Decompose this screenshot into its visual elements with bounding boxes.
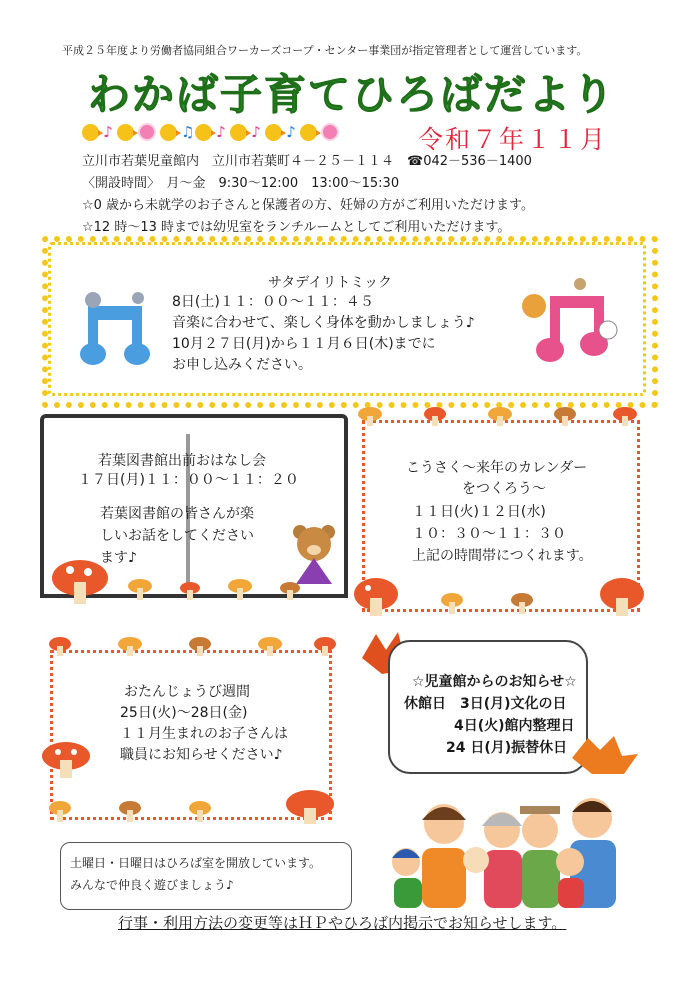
mushroom-row-library — [40, 556, 340, 606]
chick-icon — [230, 124, 247, 141]
family-illustration — [392, 790, 632, 908]
autumn-leaf-icon — [566, 730, 646, 780]
chick-icon — [265, 124, 282, 141]
music-note-icon: ♪ — [251, 123, 261, 141]
birthday-line-1: １１月生まれのお子さんは — [120, 726, 288, 742]
mushroom-row-birthday-top — [40, 630, 340, 660]
rhythmic-line-4: お申し込みください。 — [172, 357, 312, 373]
bubble-line-1: 土曜日・日曜日はひろば室を開放しています。 — [70, 856, 322, 870]
chick-icon — [300, 124, 317, 141]
info-line-1: ☆0 歳から未就学のお子さんと保護者の方、妊婦の方がご利用いただけます。 — [82, 198, 535, 213]
music-note-icon: ♪ — [103, 123, 113, 141]
library-time: １７日(月)１１：００～１１：２０ — [78, 472, 299, 488]
mushroom-row-birthday-bottom — [40, 786, 340, 826]
birthday-date: 25日(火)～28日(金) — [120, 705, 248, 721]
header-note: 平成２５年度より労働者協同組合ワーカーズコープ・センター事業団が指定管理者として運営しています。 — [62, 44, 588, 57]
rhythmic-line-3: 10月２７日(月)から１１月６日(木)までに — [172, 336, 436, 352]
mushroom-illustration — [36, 740, 96, 780]
decoration-row — [82, 120, 412, 144]
flower-icon — [138, 123, 156, 141]
music-note-icon: ♫ — [181, 123, 195, 141]
music-note-animals-illustration — [520, 278, 630, 368]
issue-date: 令和７年１１月 — [418, 125, 608, 154]
craft-note: 上記の時間帯につくれます。 — [412, 548, 593, 564]
address-line: 立川市若葉児童館内 立川市若葉町４－２５－１１４ ☎042－536－1400 — [82, 154, 532, 169]
craft-title-1: こうさく～来年のカレンダー — [406, 460, 588, 476]
chick-icon — [195, 124, 212, 141]
flower-icon — [321, 123, 339, 141]
chick-icon — [117, 124, 134, 141]
craft-date: １１日(火)１２日(水) — [412, 504, 546, 520]
notice-line-3: 24 日(月)振替休日 — [446, 740, 568, 756]
mushroom-row-craft-bottom — [352, 570, 652, 620]
footer-note: 行事・利用方法の変更等はＨＰやひろば内掲示でお知らせします。 — [118, 914, 567, 932]
chick-icon — [160, 124, 177, 141]
music-note-icon: ♪ — [216, 123, 226, 141]
birthday-line-2: 職員にお知らせください♪ — [120, 747, 283, 763]
hours-line: 〈開設時間〉 月～金 9:30～12:00 13:00～15:30 — [82, 176, 400, 191]
craft-title-2: をつくろう～ — [462, 481, 546, 497]
library-title: 若葉図書館出前おはなし会 — [98, 453, 266, 469]
rhythmic-title: サタデイリトミック — [268, 275, 393, 291]
notice-line-1: 休館日 3日(月)文化の日 — [404, 696, 567, 712]
birthday-title: おたんじょうび週間 — [124, 684, 250, 700]
music-note-icon: ♪ — [286, 123, 296, 141]
craft-time: １０：３０～１１：３０ — [412, 526, 566, 542]
chick-icon — [82, 124, 99, 141]
rhythmic-line-2: 音楽に合わせて、楽しく身体を動かしましょう♪ — [172, 315, 475, 331]
notice-title: ☆児童館からのお知らせ☆ — [412, 674, 577, 690]
library-line-3: ます♪ — [100, 550, 137, 566]
notice-line-2: 4日(火)館内整理日 — [454, 718, 575, 734]
info-line-2: ☆12 時～13 時までは幼児室をランチルームとしてご利用いただけます。 — [82, 220, 511, 235]
library-line-2: しいお話をしてください — [100, 528, 254, 544]
rhythmic-line-1: 8日(土)１１：００～１１：４５ — [172, 294, 374, 310]
library-line-1: 若葉図書館の皆さんが楽 — [100, 506, 254, 522]
bubble-line-2: みんなで仲良く遊びましょう♪ — [70, 878, 234, 892]
mushroom-row-craft-top — [350, 400, 650, 430]
page-title: わかば子育てひろばだより — [88, 70, 617, 119]
music-note-koala-illustration — [80, 292, 158, 370]
